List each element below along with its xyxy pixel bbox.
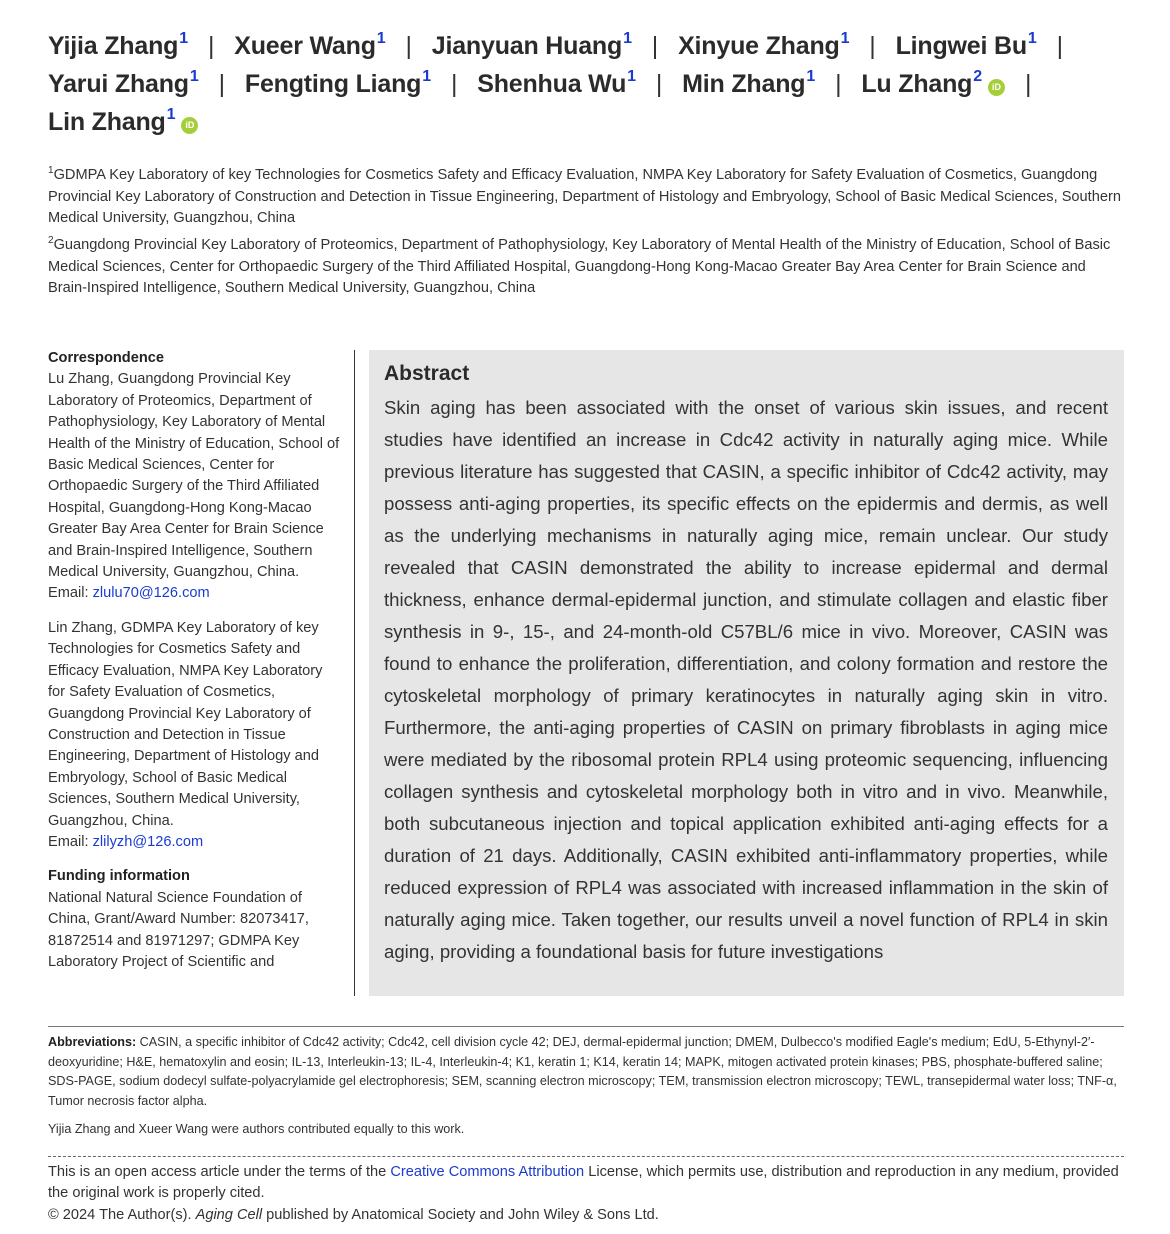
correspondence-block — [48, 348, 340, 605]
abstract-title: Abstract — [384, 362, 470, 385]
license-footer — [48, 1162, 1126, 1226]
funding-heading: Funding information — [48, 868, 190, 885]
funding-text: National Natural Science Foundation of China, Grant/Award Number: 82073417, 81872514 and 81971297; GDMPA Key Laboratory Project of Scientific and — [48, 889, 309, 970]
correspondence-contact-1: Lu Zhang, Guangdong Provincial Key Laboratory of Proteomics, Department of Pathophysiology, Key Laboratory of Mental Health of the Ministry of Education, School of Basic Medical Sciences, Center for Orthopaedic Surgery of the Third Affiliated Hospital, Guangdong-Hong Kong-Macao Greater Bay Area Center for Brain Science and Brain-Inspired Intelligence, Southern Medical University, Guangzhou, China. Email: zlulu70@126.com — [48, 371, 340, 602]
dashed-divider — [48, 1156, 1124, 1157]
author-row — [48, 58, 1128, 96]
affiliation-marker: 1 — [627, 68, 636, 85]
column-divider — [354, 350, 355, 996]
affiliation-marker: 1 — [166, 106, 176, 123]
affiliation-marker: 2 — [973, 68, 982, 85]
affiliation-1 — [48, 160, 1128, 230]
affiliation-text: GDMPA Key Laboratory of key Technologies for Cosmetics Safety and Efficacy Evaluation, NMPA Key Laboratory for Safety Evaluation of Cosmetics, Guangdong Provincial Key Laboratory of Construction and Detection in Tissue Engineering, Department of Histology and Embryology, School of Basic Medical Sciences, Southern Medical University, Guangzhou, China — [48, 167, 1121, 226]
author-separator: | — [655, 70, 663, 98]
author-name[interactable]: Yarui Zhang$^1$ — [48, 68, 199, 98]
copyright-line: © 2024 The Author(s). Aging Cell published by Anatomical Society and John Wiley & Sons Ltd. — [48, 1206, 659, 1223]
author-name[interactable]: Lin Zhang$^1$iD — [48, 108, 198, 136]
abbreviations-text: CASIN, a specific inhibitor of Cdc42 activity; Cdc42, cell division cycle 42; DEJ, dermal-epidermal junction; DMEM, Dulbecco's modified Eagle's medium; EdU, 5-Ethynyl-2′-deoxyuridine; H&E, hematoxylin and eosin; IL-13, Interleukin-13; IL-4, Interleukin-4; K1, keratin 1; K14, keratin 14; MAPK, mitogen activated protein kinases; PBS, phosphate-buffered saline; SDS-PAGE, sodium dodecyl sulfate-polyacrylamide gel electrophoresis; SEM, scanning electron microscopy; TEM, transmission electron microscopy; TEWL, transepidermal water loss; TNF-α, Tumor necrosis factor alpha. — [48, 1035, 1117, 1108]
correspondence-contact-2: Lin Zhang, GDMPA Key Laboratory of key Technologies for Cosmetics Safety and Efficacy Evaluation, NMPA Key Laboratory for Safety Evaluation of Cosmetics, Guangdong Provincial Key Laboratory of Construction and Detection in Tissue Engineering, Department of Histology and Embryology, School of Basic Medical Sciences, Southern Medical University, Guangzhou, China. Email: zlilyzh@126.com — [48, 619, 323, 850]
funding-block — [48, 866, 340, 973]
affiliation-text: Guangdong Provincial Key Laboratory of Proteomics, Department of Pathophysiology, Key Laboratory of Mental Health of the Ministry of Education, School of Basic Medical Sciences, Center for Orthopaedic Surgery of the Third Affiliated Hospital, Guangdong-Hong Kong-Macao Greater Bay Area Center for Brain Science and Brain-Inspired Intelligence, Southern Medical University, Guangzhou, China — [48, 237, 1111, 296]
author-row — [48, 20, 1128, 58]
affiliation-number: 2 — [48, 235, 54, 246]
author-list — [48, 20, 1128, 134]
orcid-icon[interactable]: iD — [988, 79, 1005, 96]
author-separator: | — [1024, 70, 1032, 98]
author-separator: | — [405, 32, 412, 60]
author-separator: | — [218, 70, 225, 98]
license-link[interactable]: Creative Commons Attribution — [390, 1164, 585, 1180]
author-name[interactable]: Shenhua Wu$^1$ — [477, 68, 636, 98]
sidebar — [48, 348, 340, 986]
author-name[interactable]: Lingwei Bu$^1$ — [895, 30, 1037, 60]
author-name[interactable]: Fengting Liang$^1$ — [244, 68, 431, 98]
affiliation-marker: 1 — [179, 30, 188, 47]
author-name[interactable]: Xueer Wang$^1$ — [234, 30, 386, 60]
affiliation-marker: 1 — [840, 30, 850, 47]
author-separator: | — [651, 32, 659, 60]
affiliation-marker: 1 — [422, 68, 431, 85]
abbreviations-label: Abbreviations: — [48, 1035, 137, 1049]
author-separator: | — [207, 32, 215, 60]
abbreviations — [48, 1033, 1126, 1111]
affiliation-marker: 1 — [806, 68, 816, 85]
author-name[interactable]: Lu Zhang$^2$iD — [861, 70, 1005, 98]
license-statement: This is an open access article under the terms of the Creative Commons Attribution License, which permits use, distribution and reproduction in any medium, provided the original work is properly cited. — [48, 1164, 1119, 1202]
abstract-text: Skin aging has been associated with the onset of various skin issues, and recent studies have identified an increase in Cdc42 activity in naturally aging mice. While previous literature has suggested that CASIN, a specific inhibitor of Cdc42 activity, may possess anti-aging properties, its specific effects on the epidermis and dermis, as well as the underlying mechanisms in naturally aging mice, remain unclear. Our study revealed that CASIN demonstrated the ability to increase epidermal and dermal thickness, enhance dermal-epidermal junction, and stimulate collagen and elastic fiber synthesis in 9-, 15-, and 24-month-old C57BL/6 mice in vivo. Moreover, CASIN was found to enhance the proliferation, differentiation, and colony formation and restore the cytoskeletal morphology of primary keratinocytes in naturally aging skin in vitro. Furthermore, the anti-aging properties of CASIN on primary fibroblasts in aging mice were mediated by the ribosomal protein RPL4 using proteomic sequencing, influencing collagen synthesis and cytoskeletal morphology both in vitro and in vivo. Meanwhile, both subcutaneous injection and topical application exhibited anti-aging effects for a duration of 21 days. Additionally, CASIN exhibited anti-inflammatory properties, while reduced expression of RPL4 was associated with increased inflammation in the skin of naturally aging mice. Taken together, our results unveil a novel function of RPL4 in skin aging, providing a foundational basis for future investigations — [384, 397, 1108, 962]
orcid-icon[interactable]: iD — [181, 117, 198, 134]
author-name[interactable]: Yijia Zhang$^1$ — [48, 30, 188, 60]
author-separator: | — [869, 32, 876, 60]
affiliation-marker: 1 — [189, 68, 199, 85]
affiliation-marker: 1 — [376, 30, 386, 47]
author-separator: | — [835, 70, 842, 98]
email-link[interactable]: zlulu70@126.com — [92, 585, 210, 602]
abstract-box — [369, 350, 1124, 996]
author-name[interactable]: Xinyue Zhang$^1$ — [678, 30, 850, 60]
equal-contribution-note: Yijia Zhang and Xueer Wang were authors contributed equally to this work. — [48, 1122, 465, 1136]
author-separator: | — [450, 70, 458, 98]
author-row — [48, 96, 1128, 134]
affiliation-marker: 1 — [1027, 30, 1037, 47]
affiliation-number: 1 — [48, 165, 54, 176]
divider — [48, 1026, 1124, 1027]
author-name[interactable]: Jianyuan Huang$^1$ — [431, 30, 632, 60]
journal-name: Aging Cell — [195, 1206, 263, 1223]
author-separator: | — [1056, 32, 1063, 60]
correspondence-heading: Correspondence — [48, 350, 164, 366]
affiliation-2 — [48, 230, 1128, 300]
email-link[interactable]: zlilyzh@126.com — [92, 833, 204, 850]
author-name[interactable]: Min Zhang$^1$ — [682, 68, 816, 98]
affiliation-marker: 1 — [623, 30, 632, 47]
